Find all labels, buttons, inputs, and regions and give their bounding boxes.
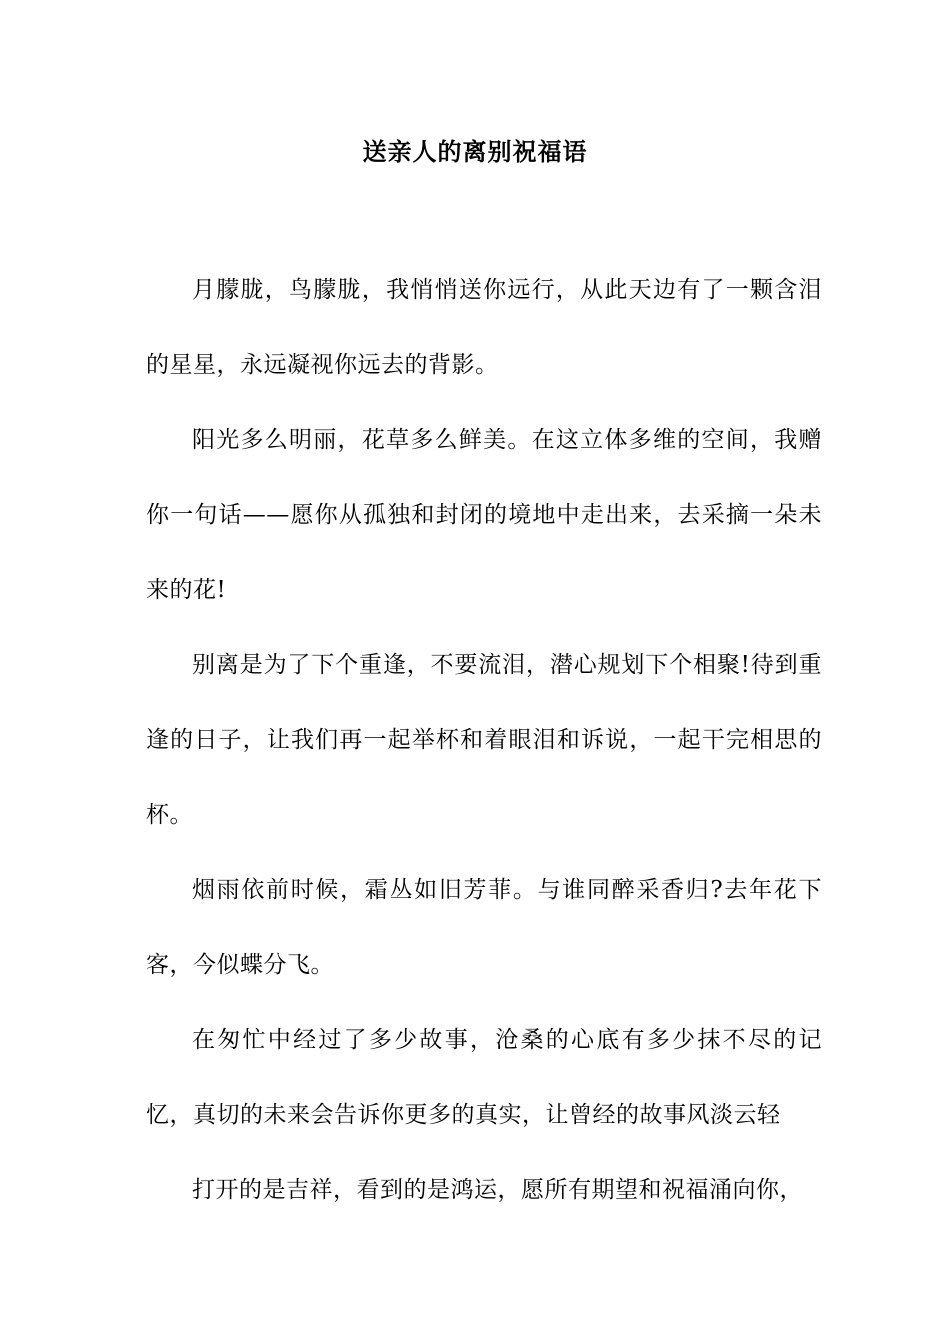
document-title: 送亲人的离别祝福语 <box>362 137 588 166</box>
paragraph: 月朦胧，鸟朦胧，我悄悄送你远行，从此天边有了一颗含泪的星星，永远凝视你远去的背影。 <box>146 277 822 378</box>
document-body <box>146 253 822 1228</box>
paragraph: 阳光多么明丽，花草多么鲜美。在这立体多维的空间，我赠你一句话——愿你从孤独和封闭的境地中走出来，去采摘一朵未来的花! <box>146 427 822 603</box>
paragraph: 烟雨依前时候，霜丛如旧芳菲。与谁同醉采香归?去年花下客，今似蝶分飞。 <box>146 877 822 978</box>
paragraph: 别离是为了下个重逢，不要流泪，潜心规划下个相聚!待到重逢的日子，让我们再一起举杯和着眼泪和诉说，一起干完相思的杯。 <box>146 652 822 828</box>
paragraph: 打开的是吉祥，看到的是鸿运，愿所有期望和祝福涌向你， <box>192 1177 803 1203</box>
paragraph: 在匆忙中经过了多少故事，沧桑的心底有多少抹不尽的记忆，真切的未来会告诉你更多的真实，让曾经的故事风淡云轻 <box>146 1027 822 1128</box>
